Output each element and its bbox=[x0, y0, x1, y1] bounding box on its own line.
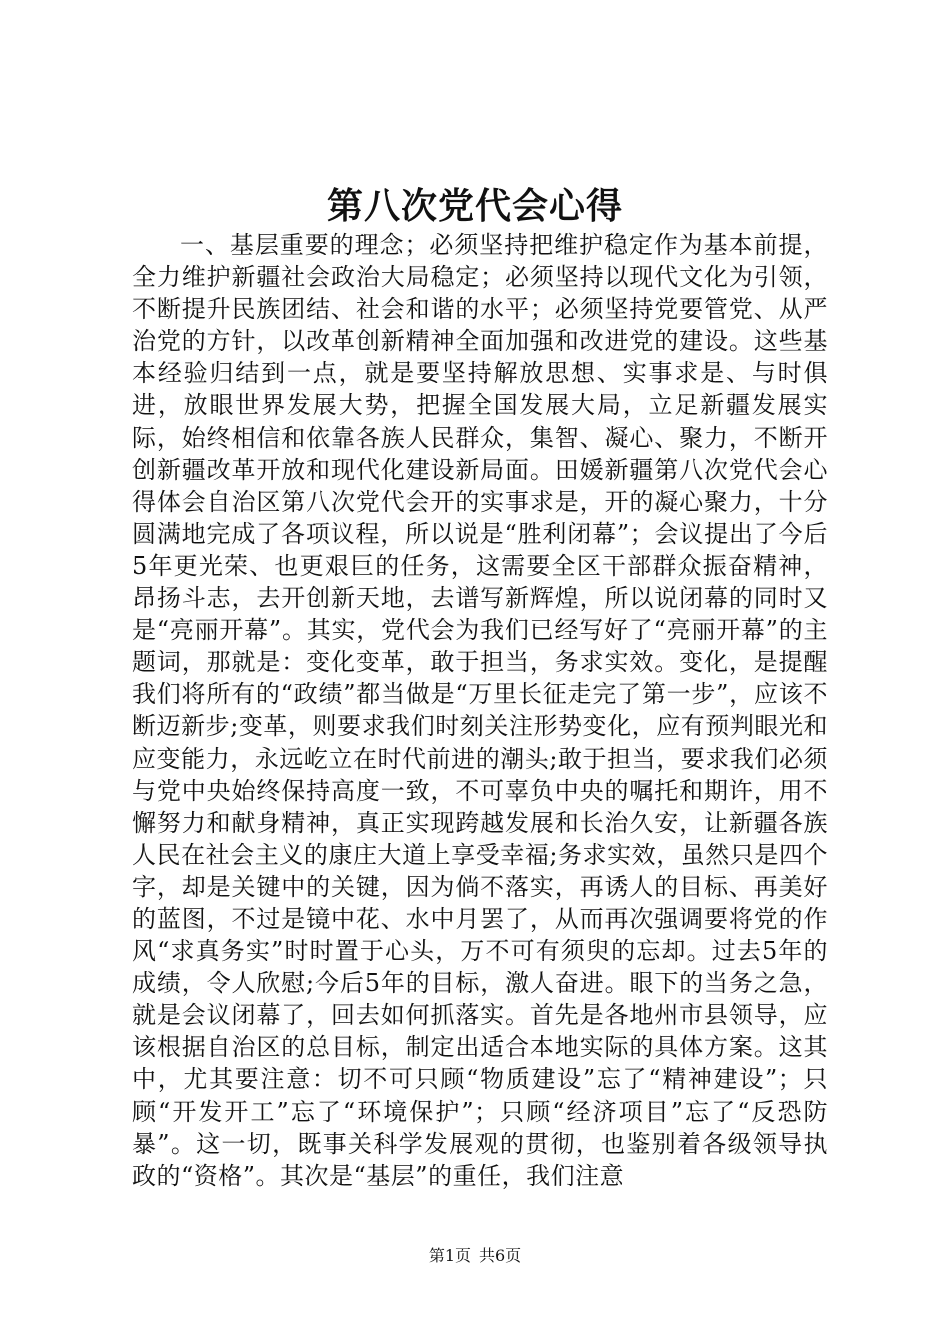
body-paragraph: 一、基层重要的理念；必须坚持把维护稳定作为基本前提，全力维护新疆社会政治大局稳定；必须坚持以现代文化为引领，不断提升民族团结、社会和谐的水平；必须坚持党要管党、从严治党的方针，以改革创新精神全面加强和改进党的建设。这些基本经验归结到一点，就是要坚持解放思想、实事求是、与时俱进，放眼世界发展大势，把握全国发展大局，立足新疆发展实际，始终相信和依靠各族人民群众，集智、凝心、聚力，不断开创新疆改革开放和现代化建设新局面。田媛新疆第八次党代会心得体会自治区第八次党代会开的实事求是，开的凝心聚力，十分圆满地完成了各项议程，所以说是“胜利闭幕”；会议提出了今后5年更光荣、也更艰巨的任务，这需要全区干部群众振奋精神，昂扬斗志，去开创新天地，去谱写新辉煌，所以说闭幕的同时又是“亮丽开幕”。其实，党代会为我们已经写好了“亮丽开幕”的主题词，那就是：变化变革，敢于担当，务求实效。变化，是提醒我们将所有的“政绩”都当做是“万里长征走完了第一步”，应该不断迈新步;变革，则要求我们时刻关注形势变化，应有预判眼光和应变能力，永远屹立在时代前进的潮头;敢于担当，要求我们必须与党中央始终保持高度一致，不可辜负中央的嘱托和期许，用不懈努力和献身精神，真正实现跨越发展和长治久安，让新疆各族人民在社会主义的康庄大道上享受幸福;务求实效，虽然只是四个字，却是关键中的关键，因为倘不落实，再诱人的目标、再美好的蓝图，不过是镜中花、水中月罢了，从而再次强调要将党的作风“求真务实”时时置于心头，万不可有须臾的忘却。过去5年的成绩，令人欣慰;今后5年的目标，激人奋进。眼下的当务之急，就是会议闭幕了，回去如何抓落实。首先是各地州市县领导，应该根据自治区的总目标，制定出适合本地实际的具体方案。这其中，尤其要注意：切不可只顾“物质建设”忘了“精神建设”；只顾“开发开工”忘了“环境保护”；只顾“经济项目”忘了“反恐防暴”。这一切，既事关科学发展观的贯彻，也鉴别着各级领导执政的“资格”。其次是“基层”的重任，我们注意 bbox=[132, 231, 828, 1190]
document-title: 第八次党代会心得 bbox=[326, 186, 623, 227]
page-total: 共6页 bbox=[479, 1246, 522, 1265]
page-footer bbox=[0, 1245, 950, 1267]
page-number: 第1页 bbox=[428, 1246, 471, 1265]
